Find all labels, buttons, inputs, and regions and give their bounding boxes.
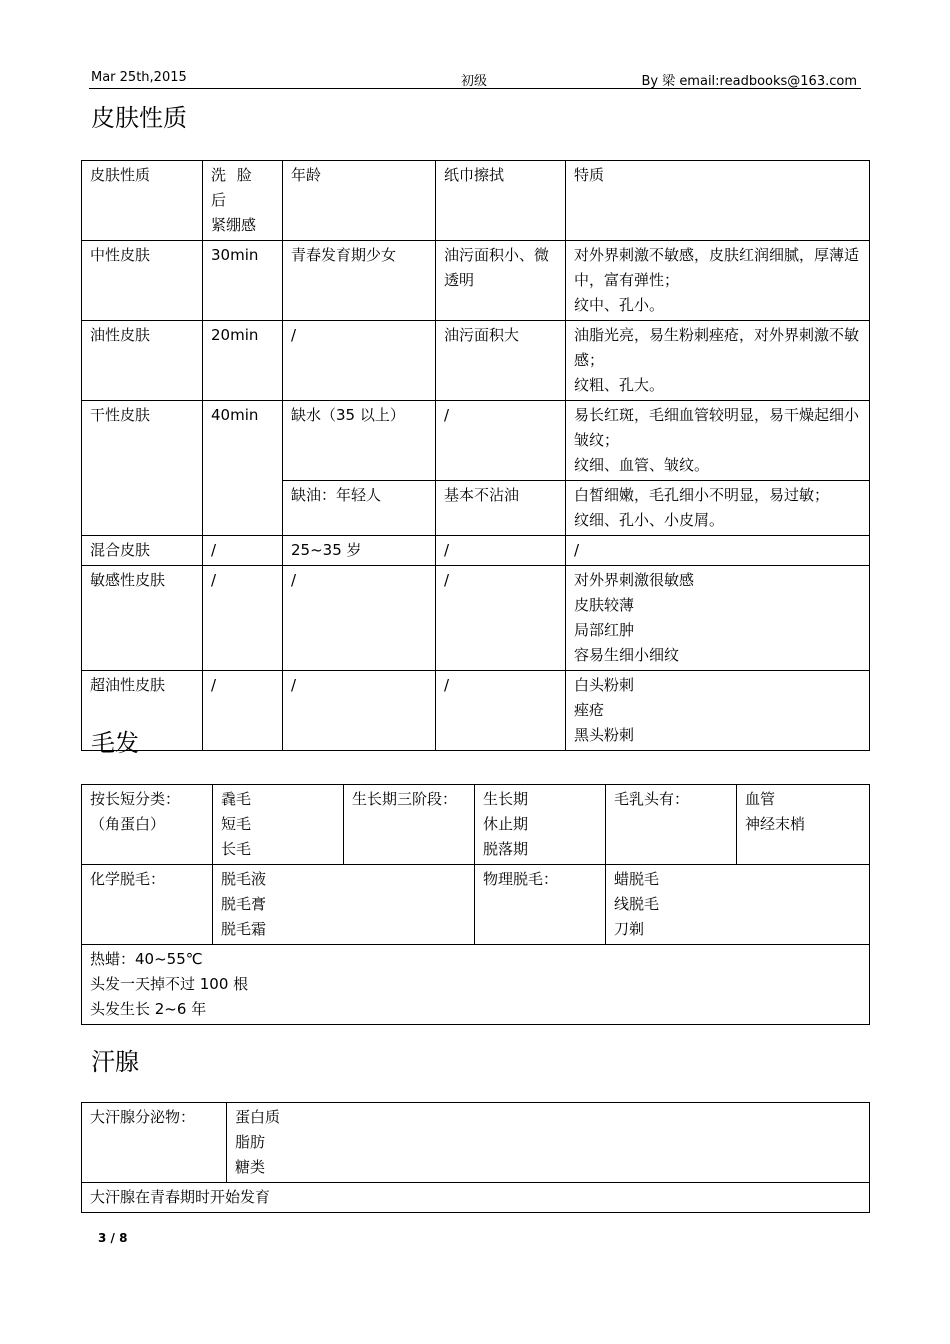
trait-line: 纹粗、孔大。 <box>574 376 665 394</box>
skin-section-title: 皮肤性质 <box>91 104 187 132</box>
tissue-cell: 基本不沾油 <box>436 481 566 536</box>
page-number: 3 / 8 <box>98 1231 128 1245</box>
chem-items: 脱毛液 脱毛膏 脱毛霜 <box>213 865 475 945</box>
traits-cell <box>566 481 870 536</box>
secretion-items: 蛋白质 脂肪 糖类 <box>227 1103 870 1183</box>
age-cell: / <box>283 671 436 751</box>
hair-section-title: 毛发 <box>91 729 139 757</box>
phase-label: 生长期三阶段： <box>344 785 475 865</box>
trait-line: 纹中、孔小。 <box>574 296 665 314</box>
table-row <box>82 1103 870 1183</box>
traits-cell <box>566 536 870 566</box>
papilla-items: 血管 神经末梢 <box>737 785 870 865</box>
skin-type: 敏感性皮肤 <box>82 566 203 671</box>
hair-table <box>81 784 870 1025</box>
skin-type: 中性皮肤 <box>82 241 203 321</box>
trait-line: / <box>574 541 580 559</box>
traits-cell <box>566 671 870 751</box>
table-row <box>82 671 870 751</box>
table-row <box>82 401 870 481</box>
trait-line: 白头粉刺 <box>574 676 635 694</box>
hair-notes: 热蜡：40~55℃ 头发一天掉不过 100 根 头发生长 2~6 年 <box>82 945 870 1025</box>
table-row <box>82 566 870 671</box>
table-row <box>82 1183 870 1213</box>
skin-table <box>81 160 870 751</box>
skin-type: 干性皮肤 <box>82 401 203 536</box>
header-author: By 梁 email:readbooks@163.com <box>641 74 857 89</box>
trait-line: 纹细、孔小、小皮屑。 <box>574 511 725 529</box>
trait-line: 黑头粉刺 <box>574 726 635 744</box>
sweat-section-title: 汗腺 <box>91 1048 139 1076</box>
page-header <box>89 68 861 89</box>
trait-line: 容易生细小细纹 <box>574 646 680 664</box>
trait-line: 对外界刺激很敏感 <box>574 571 695 589</box>
skin-type: 混合皮肤 <box>82 536 203 566</box>
header-date: Mar 25th,2015 <box>91 70 187 85</box>
tissue-cell: 油污面积大 <box>436 321 566 401</box>
phys-items: 蜡脱毛 线脱毛 刀剃 <box>606 865 870 945</box>
age-cell: / <box>283 566 436 671</box>
tight-time: / <box>203 536 283 566</box>
header-cell: 特质 <box>566 161 870 241</box>
age-cell: 缺油：年轻人 <box>283 481 436 536</box>
table-row <box>82 945 870 1025</box>
secretion-label: 大汗腺分泌物： <box>82 1103 227 1183</box>
traits-cell <box>566 241 870 321</box>
trait-line: 白皙细嫩，毛孔细小不明显，易过敏； <box>574 486 830 504</box>
papilla-label: 毛乳头有： <box>606 785 737 865</box>
age-cell: 25~35 岁 <box>283 536 436 566</box>
trait-line: 皮肤较薄 <box>574 596 635 614</box>
length-label: 按长短分类： （角蛋白） <box>82 785 213 865</box>
header-cell: 洗 脸 后 紧绷感 <box>203 161 283 241</box>
tissue-cell: / <box>436 566 566 671</box>
tight-time: / <box>203 566 283 671</box>
tissue-cell: 油污面积小、微透明 <box>436 241 566 321</box>
table-row <box>82 785 870 865</box>
table-row <box>82 241 870 321</box>
skin-type: 超油性皮肤 <box>82 671 203 751</box>
traits-cell <box>566 401 870 481</box>
tissue-cell: / <box>436 536 566 566</box>
sweat-note: 大汗腺在青春期时开始发育 <box>82 1183 870 1213</box>
tissue-cell: / <box>436 671 566 751</box>
table-row <box>82 536 870 566</box>
table-row <box>82 865 870 945</box>
length-items: 毳毛 短毛 长毛 <box>213 785 344 865</box>
trait-line: 纹细、血管、皱纹。 <box>574 456 710 474</box>
trait-line: 痤疮 <box>574 701 605 719</box>
trait-line: 易长红斑，毛细血管较明显，易干燥起细小皱纹； <box>574 406 860 449</box>
tissue-cell: / <box>436 401 566 481</box>
tight-time: 30min <box>203 241 283 321</box>
trait-line: 局部红肿 <box>574 621 635 639</box>
header-cell: 年龄 <box>283 161 436 241</box>
traits-cell <box>566 321 870 401</box>
sweat-table <box>81 1102 870 1213</box>
table-row <box>82 161 870 241</box>
phase-items: 生长期 休止期 脱落期 <box>475 785 606 865</box>
traits-cell <box>566 566 870 671</box>
phys-label: 物理脱毛： <box>475 865 606 945</box>
tight-time: 40min <box>203 401 283 536</box>
tight-time: / <box>203 671 283 751</box>
age-cell: 缺水（35 以上） <box>283 401 436 481</box>
header-level: 初级 <box>461 74 488 89</box>
header-cell: 纸巾擦拭 <box>436 161 566 241</box>
age-cell: 青春发育期少女 <box>283 241 436 321</box>
tight-time: 20min <box>203 321 283 401</box>
trait-line: 对外界刺激不敏感，皮肤红润细腻，厚薄适中，富有弹性； <box>574 246 860 289</box>
skin-type: 油性皮肤 <box>82 321 203 401</box>
header-cell: 皮肤性质 <box>82 161 203 241</box>
chem-label: 化学脱毛： <box>82 865 213 945</box>
trait-line: 油脂光亮，易生粉刺痤疮，对外界刺激不敏感； <box>574 326 860 369</box>
age-cell: / <box>283 321 436 401</box>
table-row <box>82 321 870 401</box>
